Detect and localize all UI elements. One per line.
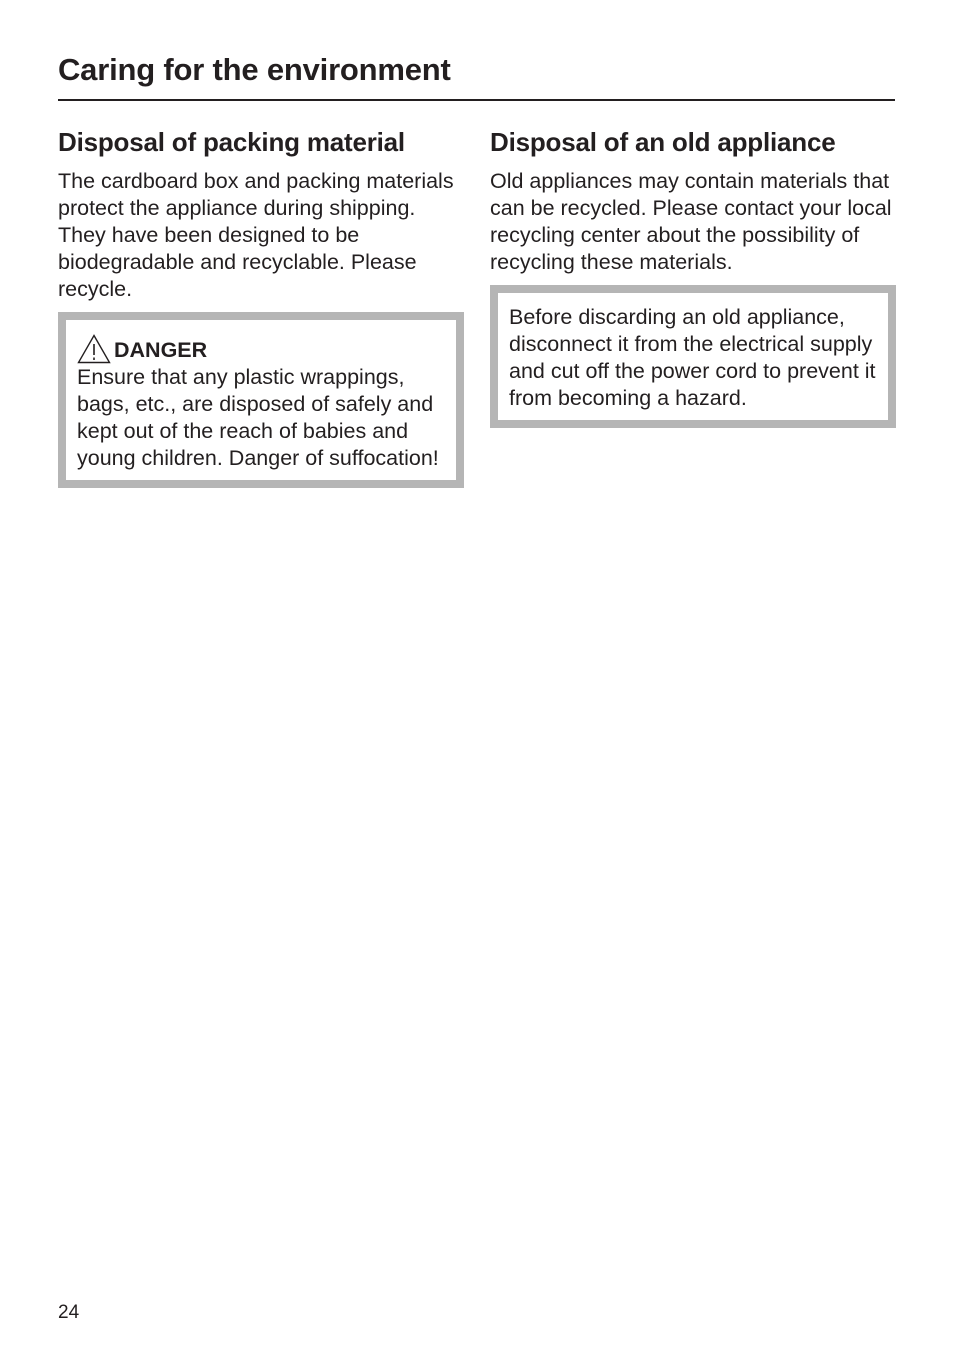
section-old-appliance bbox=[490, 124, 896, 428]
warning-triangle-icon bbox=[77, 334, 111, 364]
appliance-notice-box bbox=[490, 285, 896, 428]
danger-notice-box bbox=[58, 312, 464, 488]
section-heading-packing: Disposal of packing material bbox=[58, 127, 405, 157]
danger-notice-text: Ensure that any plastic wrappings, bags, etc., are disposed of safely and kept out of the reach of babies and young children. Danger of suffocation! bbox=[77, 365, 439, 470]
packing-body-text: The cardboard box and packing materials protect the appliance during shipping. They have been designed to be biodegradable and recyclable. Please recycle. bbox=[58, 169, 454, 301]
danger-header bbox=[77, 331, 445, 364]
page-number: 24 bbox=[58, 1302, 80, 1323]
appliance-notice-text: Before discarding an old appliance, disconnect it from the electrical supply and cut off the power cord to prevent it from becoming a hazard. bbox=[509, 305, 876, 410]
danger-label: DANGER bbox=[114, 338, 208, 362]
title-rule bbox=[58, 99, 895, 101]
old-appliance-body-text: Old appliances may contain materials that can be recycled. Please contact your local recycling center about the possibility of recycling these materials. bbox=[490, 169, 892, 274]
section-packing-material bbox=[58, 124, 464, 488]
page-title: Caring for the environment bbox=[58, 52, 451, 87]
section-heading-old-appliance: Disposal of an old appliance bbox=[490, 127, 836, 157]
